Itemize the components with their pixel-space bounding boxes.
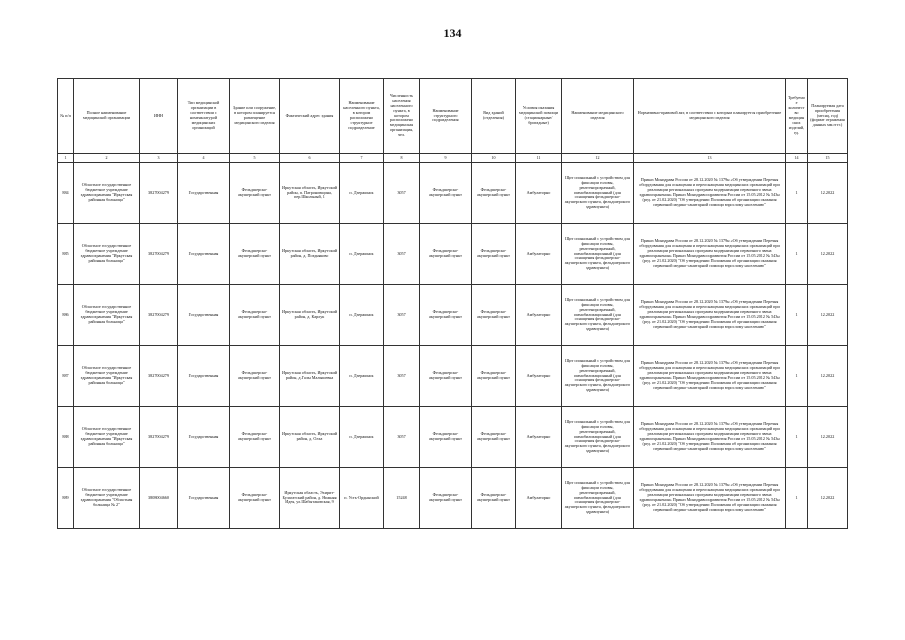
table-row bbox=[58, 407, 848, 468]
org-type: Государственная bbox=[178, 285, 230, 346]
building-type: Фельдшерско-акушерский пункт bbox=[472, 163, 516, 224]
device-name: Щит спинальный с устройством для фиксации головы, рентгенпрозрачный, иммобилизационный (для оснащения фельдшерско-акушерского пункта, фельдшерского здравпункта) bbox=[562, 468, 634, 529]
population: 3057 bbox=[384, 285, 420, 346]
column-number: 11 bbox=[516, 154, 562, 163]
org-name: Областное государственное бюджетное учреждение здравоохранения "Иркутская районная больница" bbox=[74, 224, 140, 285]
column-number: 4 bbox=[178, 154, 230, 163]
column-header: Планируемая дата приобретения (месяц, год) (формат отражения данных мм.гггг.) bbox=[808, 79, 848, 154]
row-number: 887 bbox=[58, 346, 74, 407]
care-conditions: Амбулаторно bbox=[516, 407, 562, 468]
header-row bbox=[58, 79, 848, 154]
device-name: Щит спинальный с устройством для фиксации головы, рентгенпрозрачный, иммобилизационный (для оснащения фельдшерско-акушерского пункта, фельдшерского здравпункта) bbox=[562, 346, 634, 407]
building-type: Фельдшерско-акушерский пункт bbox=[472, 224, 516, 285]
building: Фельдшерско-акушерский пункт bbox=[230, 285, 280, 346]
purchase-date: 12.2022 bbox=[808, 285, 848, 346]
legal-act: Приказ Минздрава России от 28.12.2020 № 1379н «Об утверждении Перечня оборудования для оснащения и переоснащения медицинских организаций при реализации региональных программ модернизации первичного звена здравоохранения» Приказ Минздравсоцразвития России от 15.05.2012 № 543н (ред. от 21.02.2020) "Об утверждении Положения об организации оказания первичной медико-санитарной помощи взрослому населению" bbox=[634, 346, 786, 407]
population: 3057 bbox=[384, 163, 420, 224]
legal-act: Приказ Минздрава России от 28.12.2020 № 1379н «Об утверждении Перечня оборудования для оснащения и переоснащения медицинских организаций при реализации региональных программ модернизации первичного звена здравоохранения» Приказ Минздравсоцразвития России от 15.05.2012 № 543н (ред. от 21.02.2020) "Об утверждении Положения об организации оказания первичной медико-санитарной помощи взрослому населению" bbox=[634, 224, 786, 285]
building-type: Фельдшерско-акушерский пункт bbox=[472, 285, 516, 346]
device-name: Щит спинальный с устройством для фиксации головы, рентгенпрозрачный, иммобилизационный (для оснащения фельдшерско-акушерского пункта, фельдшерского здравпункта) bbox=[562, 163, 634, 224]
org-name: Областное государственное бюджетное учреждение здравоохранения "Областная больница № 2" bbox=[74, 468, 140, 529]
table-row bbox=[58, 163, 848, 224]
column-number: 7 bbox=[340, 154, 384, 163]
care-conditions: Амбулаторно bbox=[516, 346, 562, 407]
device-name: Щит спинальный с устройством для фиксации головы, рентгенпрозрачный, иммобилизационный (для оснащения фельдшерско-акушерского пункта, фельдшерского здравпункта) bbox=[562, 285, 634, 346]
inn: 3827004279 bbox=[140, 407, 178, 468]
column-number: 1 bbox=[58, 154, 74, 163]
population: 3057 bbox=[384, 346, 420, 407]
address: Иркутская область, Эхирит-Булагатский район, д. Нижняя Идея, ул.Шабытаковская, 9 bbox=[280, 468, 340, 529]
subdivision: Фельдшерско-акушерский пункт bbox=[420, 224, 472, 285]
settlement: п. Дзержинск bbox=[340, 346, 384, 407]
quantity: 1 bbox=[786, 224, 808, 285]
settlement: п. Дзержинск bbox=[340, 285, 384, 346]
column-number: 2 bbox=[74, 154, 140, 163]
purchase-date: 12.2022 bbox=[808, 468, 848, 529]
building-type: Фельдшерско-акушерский пункт bbox=[472, 468, 516, 529]
subdivision: Фельдшерско-акушерский пункт bbox=[420, 346, 472, 407]
address: Иркутская область, Иркутский район, п. Патроновщина, пер.Школьный, 1 bbox=[280, 163, 340, 224]
address: Иркутская область, Иркутский район, д. Карлук bbox=[280, 285, 340, 346]
quantity: 1 bbox=[786, 163, 808, 224]
column-header: Наименование населенного пункта, в котором расположено структурное подразделение bbox=[340, 79, 384, 154]
building: Фельдшерско-акушерский пункт bbox=[230, 163, 280, 224]
column-header: Здание или сооружение, в котором планируется размещение медицинского изделия bbox=[230, 79, 280, 154]
column-number: 13 bbox=[634, 154, 786, 163]
table-row bbox=[58, 468, 848, 529]
purchase-date: 12.2022 bbox=[808, 407, 848, 468]
column-header: Вид зданий (отделения) bbox=[472, 79, 516, 154]
inn: 3827004279 bbox=[140, 163, 178, 224]
column-header: Фактический адрес здания bbox=[280, 79, 340, 154]
column-number: 10 bbox=[472, 154, 516, 163]
org-name: Областное государственное бюджетное учреждение здравоохранения "Иркутская районная больница" bbox=[74, 407, 140, 468]
building: Фельдшерско-акушерский пункт bbox=[230, 468, 280, 529]
legal-act: Приказ Минздрава России от 28.12.2020 № 1379н «Об утверждении Перечня оборудования для оснащения и переоснащения медицинских организаций при реализации региональных программ модернизации первичного звена здравоохранения» Приказ Минздравсоцразвития России от 15.05.2012 № 543н (ред. от 21.02.2020) "Об утверждении Положения об организации оказания первичной медико-санитарной помощи взрослому населению" bbox=[634, 163, 786, 224]
row-number: 885 bbox=[58, 224, 74, 285]
subdivision: Фельдшерско-акушерский пункт bbox=[420, 407, 472, 468]
quantity: 1 bbox=[786, 468, 808, 529]
row-number: 888 bbox=[58, 407, 74, 468]
care-conditions: Амбулаторно bbox=[516, 468, 562, 529]
column-header: Численность населения населенного пункта, в котором расположено медицинская организация, чел. bbox=[384, 79, 420, 154]
table-row bbox=[58, 285, 848, 346]
org-type: Государственная bbox=[178, 163, 230, 224]
subdivision: Фельдшерско-акушерский пункт bbox=[420, 163, 472, 224]
quantity: 1 bbox=[786, 407, 808, 468]
table-row bbox=[58, 224, 848, 285]
org-type: Государственная bbox=[178, 407, 230, 468]
purchase-date: 12.2022 bbox=[808, 224, 848, 285]
org-name: Областное государственное бюджетное учреждение здравоохранения "Иркутская районная больница" bbox=[74, 163, 140, 224]
column-header: Условия оказания медицинской помощи (стационарные/ бригадные) bbox=[516, 79, 562, 154]
building: Фельдшерско-акушерский пункт bbox=[230, 407, 280, 468]
quantity: 1 bbox=[786, 285, 808, 346]
address: Иркутская область, Иркутский район, д. Олха bbox=[280, 407, 340, 468]
device-name: Щит спинальный с устройством для фиксации головы, рентгенпрозрачный, иммобилизационный (для оснащения фельдшерско-акушерского пункта, фельдшерского здравпункта) bbox=[562, 224, 634, 285]
org-name: Областное государственное бюджетное учреждение здравоохранения "Иркутская районная больница" bbox=[74, 346, 140, 407]
row-number: 889 bbox=[58, 468, 74, 529]
column-number: 14 bbox=[786, 154, 808, 163]
org-name: Областное государственное бюджетное учреждение здравоохранения "Иркутская районная больница" bbox=[74, 285, 140, 346]
building-type: Фельдшерско-акушерский пункт bbox=[472, 346, 516, 407]
settlement: п. Дзержинск bbox=[340, 407, 384, 468]
building-type: Фельдшерско-акушерский пункт bbox=[472, 407, 516, 468]
subdivision: Фельдшерско-акушерский пункт bbox=[420, 285, 472, 346]
care-conditions: Амбулаторно bbox=[516, 285, 562, 346]
building: Фельдшерско-акушерский пункт bbox=[230, 224, 280, 285]
building: Фельдшерско-акушерский пункт bbox=[230, 346, 280, 407]
purchase-date: 12.2022 bbox=[808, 346, 848, 407]
org-type: Государственная bbox=[178, 224, 230, 285]
column-number: 6 bbox=[280, 154, 340, 163]
subdivision: Фельдшерско-акушерский пункт bbox=[420, 468, 472, 529]
column-header: Тип медицинской организации в соответствии с номенклатурой медицинских организаций bbox=[178, 79, 230, 154]
inn: 3827004279 bbox=[140, 224, 178, 285]
column-header: Нормативно-правовой акт, в соответствии с которым планируется приобретение медицинского изделия bbox=[634, 79, 786, 154]
org-type: Государственная bbox=[178, 346, 230, 407]
column-number: 8 bbox=[384, 154, 420, 163]
table-row bbox=[58, 346, 848, 407]
address: Иркутская область, Иркутский район, д. Поздняково bbox=[280, 224, 340, 285]
legal-act: Приказ Минздрава России от 28.12.2020 № 1379н «Об утверждении Перечня оборудования для оснащения и переоснащения медицинских организаций при реализации региональных программ модернизации первичного звена здравоохранения» Приказ Минздравсоцразвития России от 15.05.2012 № 543н (ред. от 21.02.2020) "Об утверждении Положения об организации оказания первичной медико-санитарной помощи взрослому населению" bbox=[634, 468, 786, 529]
page-number: 134 bbox=[443, 26, 462, 40]
legal-act: Приказ Минздрава России от 28.12.2020 № 1379н «Об утверждении Перечня оборудования для оснащения и переоснащения медицинских организаций при реализации региональных программ модернизации первичного звена здравоохранения» Приказ Минздравсоцразвития России от 15.05.2012 № 543н (ред. от 21.02.2020) "Об утверждении Положения об организации оказания первичной медико-санитарной помощи взрослому населению" bbox=[634, 407, 786, 468]
legal-act: Приказ Минздрава России от 28.12.2020 № 1379н «Об утверждении Перечня оборудования для оснащения и переоснащения медицинских организаций при реализации региональных программ модернизации первичного звена здравоохранения» Приказ Минздравсоцразвития России от 15.05.2012 № 543н (ред. от 21.02.2020) "Об утверждении Положения об организации оказания первичной медико-санитарной помощи взрослому населению" bbox=[634, 285, 786, 346]
column-number: 5 bbox=[230, 154, 280, 163]
column-number-row bbox=[58, 154, 848, 163]
column-header: Наименование структурного подразделения bbox=[420, 79, 472, 154]
column-header: № п/п bbox=[58, 79, 74, 154]
registry-table bbox=[57, 78, 848, 529]
column-number: 12 bbox=[562, 154, 634, 163]
settlement: п. Дзержинск bbox=[340, 163, 384, 224]
purchase-date: 12.2022 bbox=[808, 163, 848, 224]
org-type: Государственная bbox=[178, 468, 230, 529]
column-number: 15 bbox=[808, 154, 848, 163]
column-header: Полное наименование медицинской организации bbox=[74, 79, 140, 154]
settlement: п. Дзержинск bbox=[340, 224, 384, 285]
device-name: Щит спинальный с устройством для фиксации головы, рентгенпрозрачный, иммобилизационный (для оснащения фельдшерско-акушерского пункта, фельдшерского здравпункта) bbox=[562, 407, 634, 468]
inn: 3827004279 bbox=[140, 285, 178, 346]
population: 15248 bbox=[384, 468, 420, 529]
population: 3057 bbox=[384, 407, 420, 468]
inn: 3827004279 bbox=[140, 346, 178, 407]
care-conditions: Амбулаторно bbox=[516, 224, 562, 285]
row-number: 884 bbox=[58, 163, 74, 224]
column-header: Наименование медицинского изделия bbox=[562, 79, 634, 154]
population: 3057 bbox=[384, 224, 420, 285]
table-body bbox=[58, 163, 848, 529]
settlement: п. Усть-Ордынский bbox=[340, 468, 384, 529]
column-header: ИНН bbox=[140, 79, 178, 154]
address: Иркутская область, Иркутский район, д.Галы Малышевка bbox=[280, 346, 340, 407]
column-number: 9 bbox=[420, 154, 472, 163]
quantity: 1 bbox=[786, 346, 808, 407]
column-number: 3 bbox=[140, 154, 178, 163]
row-number: 886 bbox=[58, 285, 74, 346]
care-conditions: Амбулаторно bbox=[516, 163, 562, 224]
inn: 3808004660 bbox=[140, 468, 178, 529]
column-header: Требуемое количество медицинских изделий, ед. bbox=[786, 79, 808, 154]
